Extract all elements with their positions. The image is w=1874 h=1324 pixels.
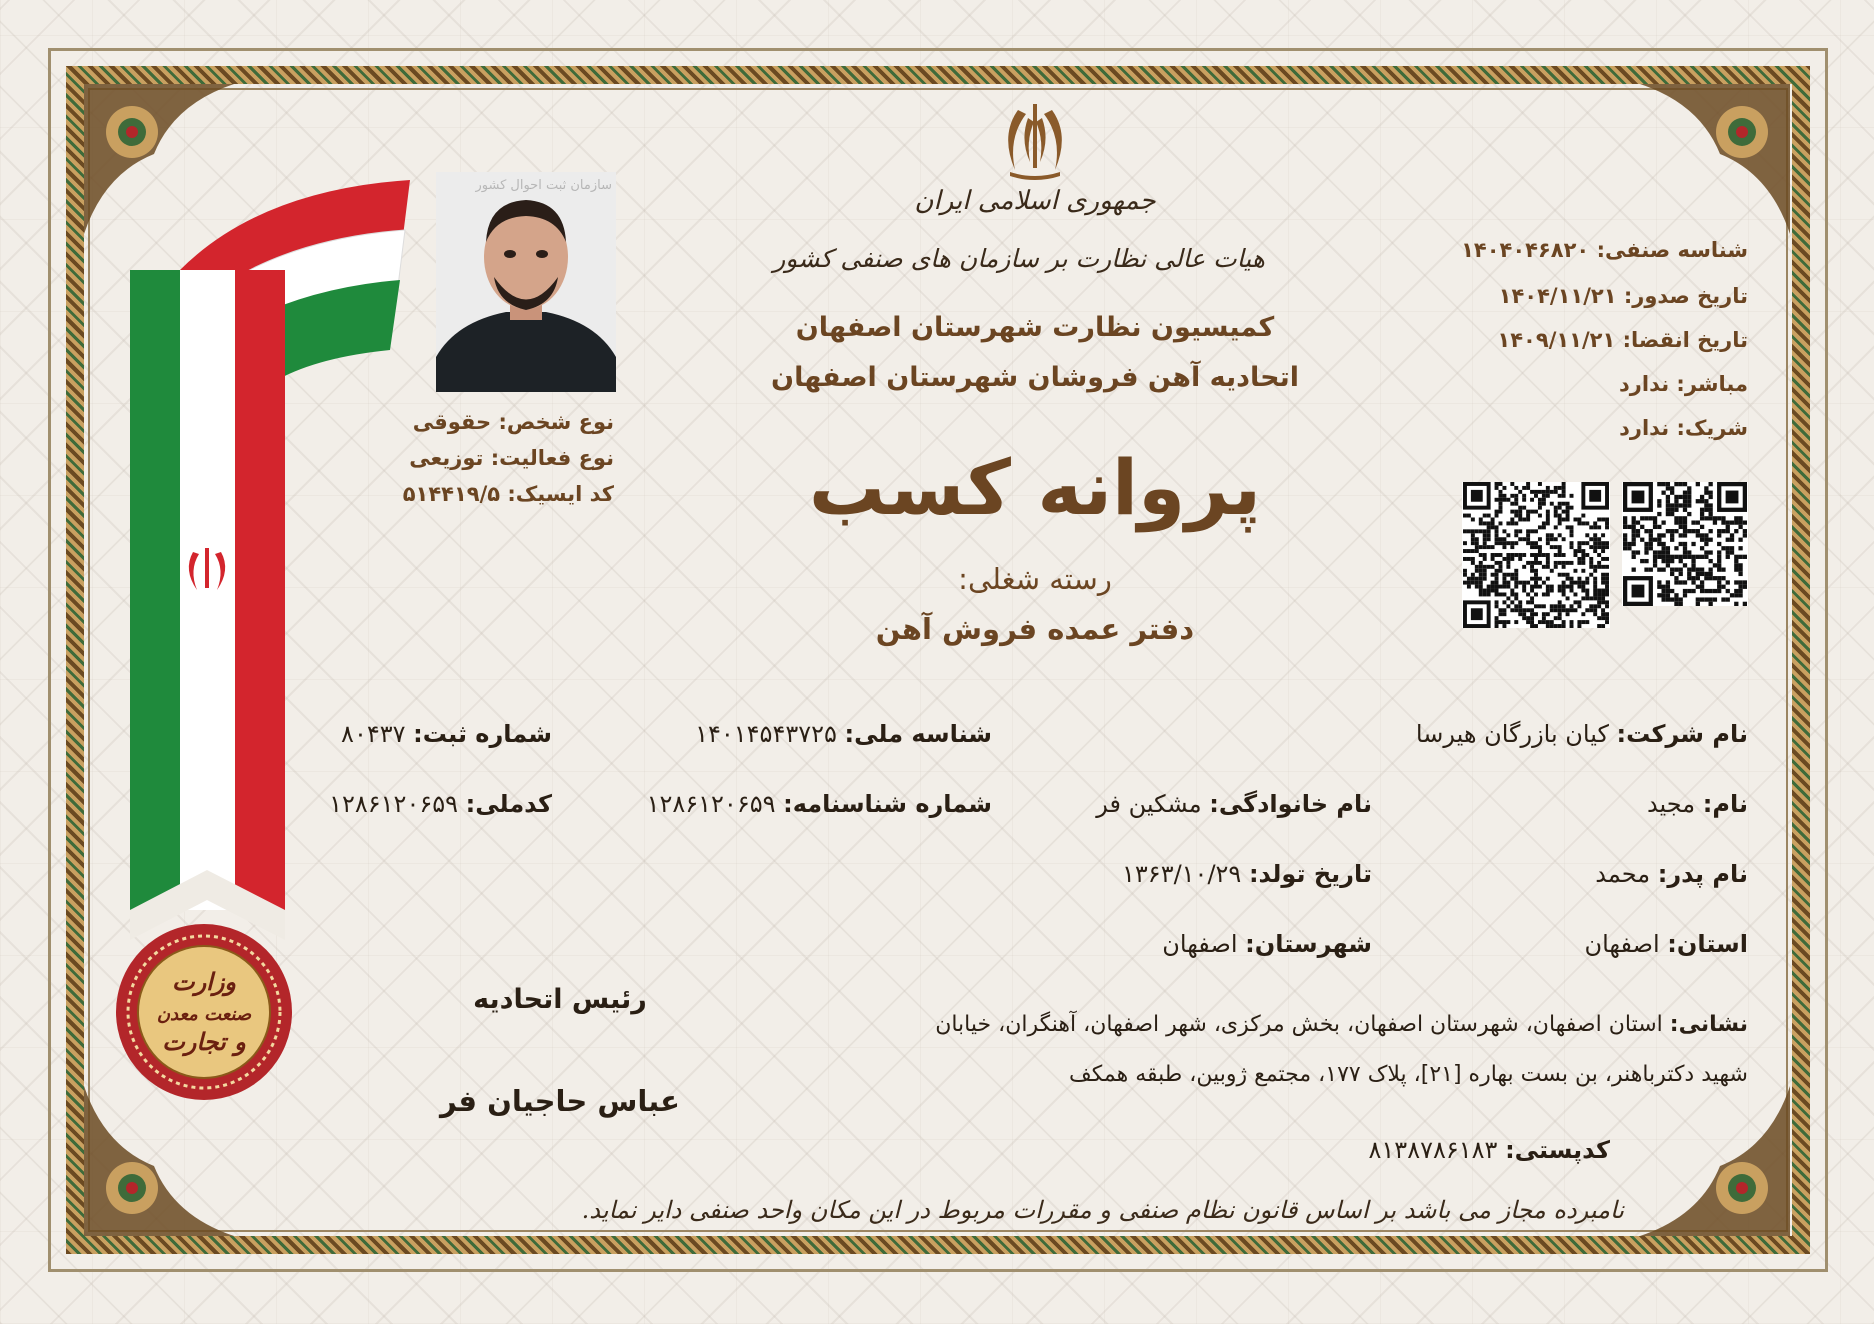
iran-emblem-icon <box>990 100 1080 180</box>
category-label: رسته شغلی: <box>958 562 1112 596</box>
corner-ornament-icon <box>1640 84 1790 234</box>
corner-ornament-icon <box>84 1086 234 1236</box>
meta-guild-id: شناسه صنفی: ۱۴۰۴۰۴۶۸۲۰ <box>1461 238 1748 262</box>
field-melli-code: کدملی: ۱۲۸۶۱۲۰۶۵۹ <box>329 790 552 818</box>
header-supervisory-board: هیات عالی نظارت بر سازمان های صنفی کشور <box>773 244 1265 273</box>
field-address-line2: شهید دکترباهنر، بن بست بهاره [۲۱]، پلاک ۱۷۷، مجتمع ژوبین، طبقه همکف <box>1068 1062 1748 1087</box>
category-value: دفتر عمده فروش آهن <box>875 612 1195 646</box>
field-birth-date: تاریخ تولد: ۱۳۶۳/۱۰/۲۹ <box>1122 860 1372 888</box>
header-commission: کمیسیون نظارت شهرستان اصفهان <box>795 312 1275 343</box>
ministry-seal <box>112 920 297 1105</box>
seal-text-3: و تجارت <box>162 1027 246 1056</box>
field-id-no: شماره شناسنامه: ۱۲۸۶۱۲۰۶۵۹ <box>646 790 992 818</box>
qr-code-icon <box>1462 482 1610 628</box>
meta-expiry-date: تاریخ انقضا: ۱۴۰۹/۱۱/۲۱ <box>1497 328 1748 352</box>
field-company: نام شرکت: کیان بازرگان هیرسا <box>1415 720 1748 748</box>
field-registration-no: شماره ثبت: ۸۰۴۳۷ <box>341 720 552 748</box>
field-postal-code: کدپستی: ۸۱۳۸۷۸۶۱۸۳ <box>1368 1136 1610 1164</box>
person-type: نوع شخص: حقوقی <box>412 410 614 434</box>
field-national-id: شناسه ملی: ۱۴۰۱۴۵۴۳۷۲۵ <box>695 720 992 748</box>
meta-partner: شریک: ندارد <box>1619 416 1748 440</box>
field-city: شهرستان: اصفهان <box>1162 930 1372 958</box>
field-first-name: نام: مجید <box>1646 790 1748 818</box>
qr-code-icon <box>1622 482 1748 606</box>
field-father-name: نام پدر: محمد <box>1595 860 1748 888</box>
flag-ribbon <box>120 150 420 950</box>
field-address: نشانی: استان اصفهان، شهرستان اصفهان، بخش مرکزی، شهر اصفهان، آهنگران، خیابان <box>935 1012 1748 1037</box>
field-last-name: نام خانوادگی: مشکین فر <box>1096 790 1372 818</box>
meta-agent: مباشر: ندارد <box>1619 372 1748 396</box>
signature-name: عباس حاجیان فر <box>440 1084 680 1118</box>
meta-issue-date: تاریخ صدور: ۱۴۰۴/۱۱/۲۱ <box>1498 284 1748 308</box>
seal-text-2: صنعت معدن <box>156 1004 252 1025</box>
activity-type: نوع فعالیت: توزیعی <box>409 446 614 470</box>
person-photo-image <box>436 172 616 392</box>
header-union: اتحادیه آهن فروشان شهرستان اصفهان <box>771 362 1299 393</box>
footer-statement: نامبرده مجاز می باشد بر اساس قانون نظام صنفی و مقررات مربوط در این مکان واحد صنفی دایر نماید. <box>581 1196 1624 1224</box>
field-province: استان: اصفهان <box>1584 930 1748 958</box>
signature-title: رئیس اتحادیه <box>473 984 647 1015</box>
header-republic: جمهوری اسلامی ایران <box>914 186 1156 216</box>
license-title: پروانه کسب <box>808 443 1262 532</box>
person-photo <box>436 172 616 392</box>
corner-ornament-icon <box>1640 1086 1790 1236</box>
isic-code: کد ایسیک: ۵۱۴۴۱۹/۵ <box>402 482 614 506</box>
photo-watermark: سازمان ثبت احوال کشور <box>475 178 612 193</box>
seal-text-1: وزارت <box>171 967 237 996</box>
